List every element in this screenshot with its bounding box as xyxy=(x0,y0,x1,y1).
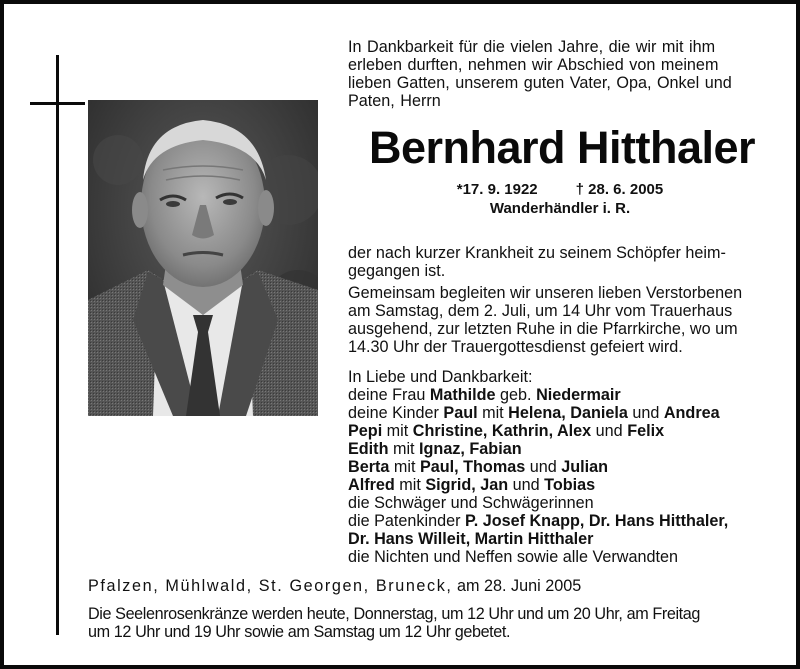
mourner-name: Christine, Kathrin, Alex xyxy=(412,422,592,440)
mourner-lines xyxy=(348,386,788,566)
funeral-line: ausgehend, zur letzten Ruhe in die Pfarrkirche, wo um xyxy=(348,320,738,338)
mourner-relation: mit xyxy=(388,440,420,458)
mourners-heading: In Liebe und Dankbarkeit: xyxy=(348,368,533,386)
portrait-image xyxy=(88,100,318,416)
mourner-name: P. Josef Knapp, Dr. Hans Hitthaler, xyxy=(465,512,729,530)
mourner-name: Helena, Daniela xyxy=(508,404,628,422)
mourner-line xyxy=(348,386,788,404)
mourner-name: Pepi xyxy=(348,422,383,440)
place-names: Pfalzen, Mühlwald, St. Georgen, Bruneck, xyxy=(88,577,453,595)
mourner-name: Niedermair xyxy=(536,386,621,404)
intro-line: In Dankbarkeit für die vielen Jahre, die wir mit ihm xyxy=(348,38,716,56)
portrait-photo xyxy=(88,100,318,416)
mourner-relation: die Patenkinder xyxy=(348,512,465,530)
mourner-line xyxy=(348,404,788,422)
mourner-relation: und xyxy=(627,404,664,422)
mourner-line xyxy=(348,494,788,512)
notice-date: am 28. Juni 2005 xyxy=(452,577,582,595)
rosary-text xyxy=(88,605,788,641)
mourner-relation: mit xyxy=(389,458,420,476)
mourner-line xyxy=(348,458,788,476)
mourner-name: Julian xyxy=(561,458,609,476)
life-dates xyxy=(348,180,772,199)
mourner-line xyxy=(348,476,788,494)
intro-line: lieben Gatten, unserem guten Vater, Opa, Onkel und xyxy=(348,74,732,92)
mourner-name: Paul xyxy=(443,404,478,422)
mourner-relation: mit xyxy=(477,404,509,422)
mourner-relation: mit xyxy=(394,476,426,494)
passing-text xyxy=(348,244,788,280)
mourner-relation: mit xyxy=(382,422,413,440)
cross-icon-bar xyxy=(30,102,85,105)
mourner-relation: die Schwäger und Schwägerinnen xyxy=(348,494,594,512)
death-date: † 28. 6. 2005 xyxy=(575,181,664,198)
funeral-line: Gemeinsam begleiten wir unseren lieben Verstorbenen xyxy=(348,284,743,302)
mourner-name: Ignaz, Fabian xyxy=(419,440,522,458)
mourner-line xyxy=(348,440,788,458)
funeral-line: 14.30 Uhr der Trauergottesdienst gefeiert wird. xyxy=(348,338,683,356)
funeral-line: am Samstag, dem 2. Juli, um 14 Uhr vom Trauerhaus xyxy=(348,302,733,320)
mourner-relation: die Nichten und Neffen sowie alle Verwandten xyxy=(348,548,678,566)
occupation: Wanderhändler i. R. xyxy=(489,200,631,217)
birth-date: *17. 9. 1922 xyxy=(456,181,538,198)
mourner-name: Mathilde xyxy=(429,386,496,404)
intro-text xyxy=(348,38,788,110)
mourner-relation: geb. xyxy=(495,386,537,404)
mourner-name: Andrea xyxy=(663,404,720,422)
passing-line: der nach kurzer Krankheit zu seinem Schöpfer heim- xyxy=(348,244,726,262)
mourner-relation: deine Kinder xyxy=(348,404,444,422)
intro-line: Paten, Herrn xyxy=(348,92,441,110)
intro-line: erleben durften, nehmen wir Abschied von meinem xyxy=(348,56,719,74)
mourner-name: Tobias xyxy=(544,476,596,494)
deceased-name: Bernhard Hitthaler xyxy=(368,122,756,173)
rosary-line: um 12 Uhr und 19 Uhr sowie am Samstag um 12 Uhr gebetet. xyxy=(88,623,511,641)
cross-icon xyxy=(56,55,59,635)
mourner-name: Paul, Thomas xyxy=(419,458,526,476)
mourner-relation: deine Frau xyxy=(348,386,430,404)
passing-line: gegangen ist. xyxy=(348,262,446,280)
mourner-line xyxy=(348,422,788,440)
mourner-line xyxy=(348,512,788,530)
mourner-name: Berta xyxy=(348,458,390,476)
mourner-name: Sigrid, Jan xyxy=(425,476,509,494)
mourner-name: Felix xyxy=(627,422,665,440)
mourner-relation: und xyxy=(508,476,545,494)
mourner-name: Dr. Hans Willeit, Martin Hitthaler xyxy=(348,530,594,548)
mourners-list xyxy=(348,368,788,566)
mourner-line xyxy=(348,548,788,566)
funeral-text xyxy=(348,284,788,356)
mourner-name: Edith xyxy=(348,440,389,458)
mourner-relation: und xyxy=(525,458,562,476)
mourner-relation: und xyxy=(591,422,628,440)
mourner-line xyxy=(348,530,788,548)
rosary-line: Die Seelenrosenkränze werden heute, Donnerstag, um 12 Uhr und um 20 Uhr, am Freitag xyxy=(88,605,700,623)
mourner-name: Alfred xyxy=(348,476,395,494)
place-date-line xyxy=(88,576,581,596)
